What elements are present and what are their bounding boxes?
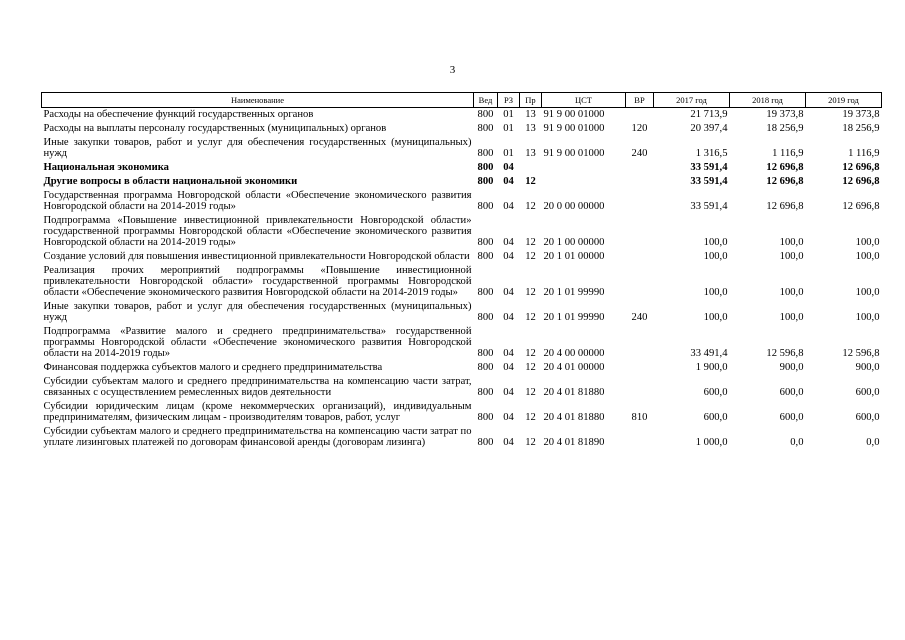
row-2019: 600,0 (855, 412, 880, 423)
table-row (42, 175, 882, 189)
row-vr (626, 264, 654, 300)
row-name: Национальная экономика (43, 162, 169, 173)
row-2019: 12 696,8 (842, 176, 880, 187)
row-name: Финансовая поддержка субъектов малого и среднего предпринимательства (43, 362, 383, 373)
row-2019: 12 696,8 (842, 162, 880, 173)
row-2017: 20 397,4 (690, 123, 728, 134)
row-pr: 12 (525, 201, 536, 212)
header-2017: 2017 год (654, 93, 730, 108)
row-2017: 100,0 (703, 237, 728, 248)
row-cst: 20 1 01 99990 (543, 287, 605, 298)
row-cst (542, 175, 626, 189)
row-2018: 12 696,8 (766, 201, 804, 212)
table-row (42, 375, 882, 400)
row-2017: 33 591,4 (690, 201, 728, 212)
row-2019: 12 696,8 (842, 201, 880, 212)
row-vr (626, 214, 654, 250)
row-rz: 04 (503, 412, 514, 423)
row-rz: 04 (503, 162, 514, 173)
row-name: Создание условий для повышения инвестиционной привлекательности Новгородской области (43, 251, 470, 262)
row-cst (542, 161, 626, 175)
row-pr: 12 (525, 312, 536, 323)
row-pr: 13 (525, 148, 536, 159)
row-rz: 04 (503, 387, 514, 398)
header-2018: 2018 год (730, 93, 806, 108)
row-pr: 12 (525, 362, 536, 373)
row-ved: 800 (477, 201, 494, 212)
row-ved: 800 (477, 237, 494, 248)
row-2018: 100,0 (779, 287, 804, 298)
row-pr: 12 (525, 287, 536, 298)
row-cst: 20 1 00 00000 (543, 237, 605, 248)
row-2018: 12 596,8 (766, 348, 804, 359)
header-2019: 2019 год (806, 93, 882, 108)
row-2019: 900,0 (855, 362, 880, 373)
row-rz: 04 (503, 348, 514, 359)
row-vr: 240 (631, 148, 648, 159)
row-vr (626, 325, 654, 361)
header-pr: Пр (520, 93, 542, 108)
row-pr: 12 (525, 412, 536, 423)
row-2018: 900,0 (779, 362, 804, 373)
row-rz: 04 (503, 437, 514, 448)
row-ved: 800 (477, 387, 494, 398)
row-rz: 04 (503, 312, 514, 323)
row-name: Другие вопросы в области национальной экономики (43, 176, 298, 187)
row-2019: 18 256,9 (842, 123, 880, 134)
table-row (42, 250, 882, 264)
row-name: Реализация прочих мероприятий подпрограммы «Повышение инвестиционной привлекательности Новгородской области» государственной программы Новгородской области «Обеспечение экономического развития Новгородской области на 2014-2019 годы» (43, 265, 472, 298)
row-2018: 12 696,8 (766, 162, 804, 173)
row-2017: 600,0 (703, 412, 728, 423)
row-name: Иные закупки товаров, работ и услуг для обеспечения государственных (муниципальных) нужд (43, 301, 472, 323)
row-rz: 04 (503, 251, 514, 262)
row-2018: 18 256,9 (766, 123, 804, 134)
row-cst: 91 9 00 01000 (543, 109, 605, 120)
row-2019: 12 596,8 (842, 348, 880, 359)
row-cst: 20 4 01 81890 (543, 437, 605, 448)
row-rz: 04 (503, 362, 514, 373)
row-cst: 20 1 01 00000 (543, 251, 605, 262)
row-2017: 21 713,9 (690, 109, 728, 120)
table-header-row (42, 93, 882, 108)
row-2019: 0,0 (866, 437, 880, 448)
table-row (42, 122, 882, 136)
row-name: Подпрограмма «Повышение инвестиционной привлекательности Новгородской области» государственной программы Новгородской области «Обеспечение экономического развития Новгородской области на 2014-2019 годы» (43, 215, 472, 248)
row-vr: 810 (631, 412, 648, 423)
row-2017: 100,0 (703, 287, 728, 298)
row-vr (626, 108, 654, 123)
row-2018: 100,0 (779, 251, 804, 262)
row-2019: 100,0 (855, 237, 880, 248)
table-row (42, 300, 882, 325)
row-cst: 20 4 01 00000 (543, 362, 605, 373)
row-vr (626, 361, 654, 375)
row-rz: 04 (503, 287, 514, 298)
row-2019: 19 373,8 (842, 109, 880, 120)
row-pr (520, 161, 542, 175)
header-vr: ВР (626, 93, 654, 108)
row-pr: 12 (525, 251, 536, 262)
row-ved: 800 (477, 123, 494, 134)
row-name: Субсидии субъектам малого и среднего предпринимательства на компенсацию части затрат, связанных с осуществлением ремесленных видов деятельности (43, 376, 472, 398)
header-rz: РЗ (498, 93, 520, 108)
row-ved: 800 (477, 251, 494, 262)
table-row (42, 136, 882, 161)
row-rz: 04 (503, 176, 514, 187)
row-2017: 33 591,4 (690, 176, 728, 187)
row-rz: 01 (503, 109, 514, 120)
row-cst: 91 9 00 01000 (543, 148, 605, 159)
row-ved: 800 (477, 162, 494, 173)
row-cst: 20 4 01 81880 (543, 412, 605, 423)
row-pr: 13 (525, 109, 536, 120)
row-2017: 33 591,4 (690, 162, 728, 173)
row-2018: 1 116,9 (772, 148, 804, 159)
row-2017: 1 316,5 (695, 148, 728, 159)
row-ved: 800 (477, 362, 494, 373)
row-ved: 800 (477, 348, 494, 359)
budget-table (41, 92, 882, 450)
row-2018: 19 373,8 (766, 109, 804, 120)
row-vr (626, 375, 654, 400)
row-pr: 12 (525, 176, 536, 187)
row-2019: 1 116,9 (848, 148, 880, 159)
row-vr (626, 161, 654, 175)
row-ved: 800 (477, 412, 494, 423)
page-number: 3 (449, 64, 456, 76)
table-row (42, 400, 882, 425)
row-rz: 04 (503, 201, 514, 212)
row-cst: 20 4 00 00000 (543, 348, 605, 359)
table-row (42, 361, 882, 375)
table-row (42, 161, 882, 175)
row-vr (626, 250, 654, 264)
row-rz: 01 (503, 148, 514, 159)
table-row (42, 264, 882, 300)
row-2017: 600,0 (703, 387, 728, 398)
row-2017: 100,0 (703, 251, 728, 262)
row-pr: 12 (525, 348, 536, 359)
table-row (42, 214, 882, 250)
row-cst: 20 4 01 81880 (543, 387, 605, 398)
table-row (42, 425, 882, 450)
row-name: Субсидии субъектам малого и среднего предпринимательства на компенсацию части затрат по уплате лизинговых платежей по договорам финансовой аренды (договорам лизинга) (43, 426, 472, 448)
row-2018: 100,0 (779, 237, 804, 248)
row-ved: 800 (477, 109, 494, 120)
row-cst: 20 1 01 99990 (543, 312, 605, 323)
row-2018: 100,0 (779, 312, 804, 323)
row-2017: 100,0 (703, 312, 728, 323)
row-name: Подпрограмма «Развитие малого и среднего предпринимательства» государственной программы Новгородской области «Обеспечение экономического развития Новгородской области на 2014-2019 годы» (43, 326, 472, 359)
row-ved: 800 (477, 176, 494, 187)
row-ved: 800 (477, 287, 494, 298)
row-2019: 100,0 (855, 251, 880, 262)
row-name: Расходы на обеспечение функций государственных органов (43, 109, 314, 120)
row-vr (626, 189, 654, 214)
header-cst: ЦСТ (542, 93, 626, 108)
row-name: Расходы на выплаты персоналу государственных (муниципальных) органов (43, 123, 387, 134)
row-2017: 1 000,0 (695, 437, 728, 448)
row-name: Государственная программа Новгородской области «Обеспечение экономического развития Новгородской области на 2014-2019 годы» (43, 190, 472, 212)
header-name: Наименование (42, 93, 474, 108)
row-2018: 12 696,8 (766, 176, 804, 187)
table-row (42, 189, 882, 214)
row-rz: 04 (503, 237, 514, 248)
row-2018: 0,0 (790, 437, 804, 448)
row-vr (626, 425, 654, 450)
row-cst: 91 9 00 01000 (543, 123, 605, 134)
row-cst: 20 0 00 00000 (543, 201, 605, 212)
row-2018: 600,0 (779, 412, 804, 423)
row-pr: 12 (525, 387, 536, 398)
table-row (42, 325, 882, 361)
row-2017: 1 900,0 (695, 362, 728, 373)
row-pr: 12 (525, 237, 536, 248)
row-2019: 600,0 (855, 387, 880, 398)
row-vr (626, 175, 654, 189)
row-name: Субсидии юридическим лицам (кроме некоммерческих организаций), индивидуальным предпринимателям, физическим лицам - производителям товаров, работ, услуг (43, 401, 472, 423)
row-vr: 120 (631, 123, 648, 134)
row-2018: 600,0 (779, 387, 804, 398)
row-ved: 800 (477, 148, 494, 159)
row-2019: 100,0 (855, 312, 880, 323)
row-2019: 100,0 (855, 287, 880, 298)
row-ved: 800 (477, 437, 494, 448)
table-row (42, 108, 882, 123)
row-2017: 33 491,4 (690, 348, 728, 359)
row-pr: 12 (525, 437, 536, 448)
row-rz: 01 (503, 123, 514, 134)
row-vr: 240 (631, 312, 648, 323)
row-ved: 800 (477, 312, 494, 323)
row-name: Иные закупки товаров, работ и услуг для обеспечения государственных (муниципальных) нужд (43, 137, 472, 159)
row-pr: 13 (525, 123, 536, 134)
header-ved: Вед (474, 93, 498, 108)
